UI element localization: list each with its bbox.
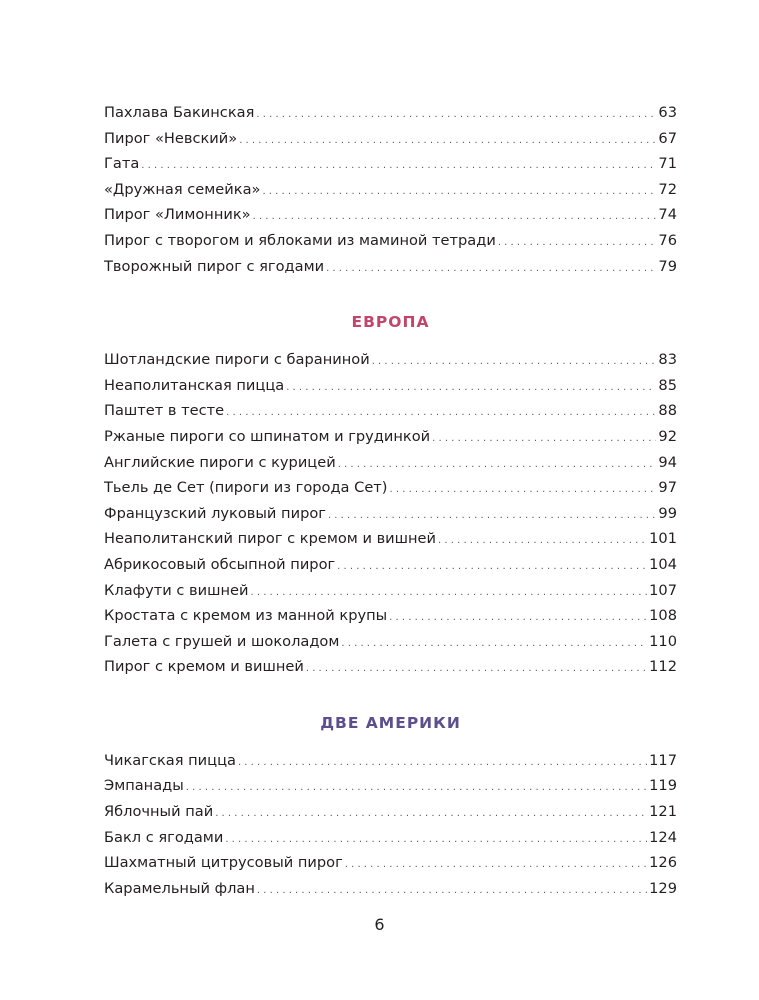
dot-leader	[262, 179, 656, 203]
entry-page: 74	[658, 206, 677, 224]
entry-page: 121	[649, 803, 677, 821]
toc-entry[interactable]	[104, 799, 677, 825]
entry-page: 97	[658, 479, 677, 497]
toc-entry[interactable]	[104, 654, 677, 680]
entry-page: 129	[649, 879, 677, 897]
entry-page: 88	[658, 402, 677, 420]
toc-entry[interactable]	[104, 100, 677, 126]
section-europe	[104, 347, 677, 680]
dot-leader	[226, 400, 656, 424]
dot-leader	[239, 128, 656, 152]
entry-title: Творожный пирог с ягодами	[104, 257, 325, 275]
entry-title: Неаполитанский пирог с кремом и вишней	[104, 530, 437, 548]
toc-entry[interactable]	[104, 398, 677, 424]
section-americas	[104, 748, 677, 902]
entry-page: 79	[658, 257, 677, 275]
toc-entry[interactable]	[104, 876, 677, 902]
entry-page: 71	[658, 155, 677, 173]
toc-entry[interactable]	[104, 126, 677, 152]
dot-leader	[256, 102, 656, 126]
dot-leader	[498, 230, 657, 254]
dot-leader	[341, 631, 647, 655]
dot-leader	[257, 878, 647, 902]
entry-page: 72	[658, 180, 677, 198]
entry-title: Кростата с кремом из манной крупы	[104, 607, 388, 625]
toc-entry[interactable]	[104, 773, 677, 799]
toc-entry[interactable]	[104, 850, 677, 876]
entry-page: 126	[649, 854, 677, 872]
dot-leader	[337, 554, 647, 578]
toc-entry[interactable]	[104, 629, 677, 655]
entry-title: Шотландские пироги с бараниной	[104, 351, 370, 369]
entry-title: Английские пироги с курицей	[104, 453, 336, 471]
toc-entry[interactable]	[104, 177, 677, 203]
entry-title: Галета с грушей и шоколадом	[104, 632, 340, 650]
entry-page: 124	[649, 828, 677, 846]
entry-page: 92	[658, 427, 677, 445]
dot-leader	[328, 503, 656, 527]
entry-page: 63	[658, 104, 677, 121]
entry-title: Яблочный пай	[104, 803, 214, 821]
toc-entry[interactable]	[104, 347, 677, 373]
entry-title: Пирог с творогом и яблоками из маминой тетради	[104, 231, 496, 249]
entry-title: Паштет в тесте	[104, 402, 225, 420]
dot-leader	[345, 852, 647, 876]
dot-leader	[225, 827, 647, 851]
entry-page: 101	[649, 530, 677, 548]
toc-entry[interactable]	[104, 748, 677, 774]
entry-title: Чикагская пицца	[104, 751, 236, 769]
toc-entry[interactable]	[104, 578, 677, 604]
dot-leader	[215, 801, 647, 825]
dot-leader	[238, 750, 647, 774]
entry-page: 107	[649, 581, 677, 599]
entry-title: Бакл с ягодами	[104, 828, 224, 846]
entry-title: Абрикосовый обсыпной пирог	[104, 555, 336, 573]
dot-leader	[372, 349, 657, 373]
entry-page: 112	[649, 658, 677, 676]
table-of-contents	[104, 100, 677, 901]
dot-leader	[389, 605, 647, 629]
toc-entry[interactable]	[104, 526, 677, 552]
entry-page: 110	[649, 632, 677, 650]
entry-page: 83	[658, 351, 677, 369]
entry-title: Пирог «Лимонник»	[104, 206, 251, 224]
toc-entry[interactable]	[104, 228, 677, 254]
toc-entry[interactable]	[104, 552, 677, 578]
toc-entry[interactable]	[104, 202, 677, 228]
entry-page: 85	[658, 376, 677, 394]
entry-title: Гата	[104, 155, 140, 173]
dot-leader	[186, 775, 647, 799]
toc-entry[interactable]	[104, 424, 677, 450]
toc-entry[interactable]	[104, 825, 677, 851]
toc-entry[interactable]	[104, 373, 677, 399]
toc-entry[interactable]	[104, 501, 677, 527]
entry-title: Пахлава Бакинская	[104, 104, 255, 121]
toc-entry[interactable]	[104, 603, 677, 629]
entry-page: 94	[658, 453, 677, 471]
entry-title: Карамельный флан	[104, 879, 255, 897]
dot-leader	[286, 375, 656, 399]
dot-leader	[326, 256, 656, 280]
entry-title: Пирог «Невский»	[104, 129, 238, 147]
dot-leader	[253, 204, 657, 228]
dot-leader	[250, 580, 647, 604]
dot-leader	[306, 656, 647, 680]
section-heading-europe: ЕВРОПА	[351, 313, 430, 332]
dot-leader	[338, 452, 657, 476]
dot-leader	[390, 477, 657, 501]
entry-title: Шахматный цитрусовый пирог	[104, 854, 343, 872]
entry-title: Тьель де Сет (пироги из города Сет)	[104, 479, 388, 497]
entry-page: 117	[649, 751, 677, 769]
section-continued	[104, 100, 677, 279]
entry-title: Неаполитанская пицца	[104, 376, 285, 394]
entry-page: 76	[658, 231, 677, 249]
toc-entry[interactable]	[104, 475, 677, 501]
entry-page: 67	[658, 129, 677, 147]
entry-page: 119	[649, 777, 677, 795]
entry-title: Ржаные пироги со шпинатом и грудинкой	[104, 427, 431, 445]
entry-title: Клафути с вишней	[104, 581, 249, 599]
toc-entry[interactable]	[104, 450, 677, 476]
entry-page: 108	[649, 607, 677, 625]
entry-title: «Дружная семейка»	[104, 180, 261, 198]
dot-leader	[141, 153, 656, 177]
entry-page: 104	[649, 555, 677, 573]
entry-title: Французский луковый пирог	[104, 504, 326, 522]
section-heading-americas: ДВЕ АМЕРИКИ	[320, 713, 461, 732]
toc-entry[interactable]	[104, 254, 677, 280]
dot-leader	[438, 528, 647, 552]
toc-entry[interactable]	[104, 151, 677, 177]
page-number: 6	[374, 915, 385, 934]
dot-leader	[432, 426, 656, 450]
entry-title: Пирог с кремом и вишней	[104, 658, 304, 676]
entry-page: 99	[658, 504, 677, 522]
entry-title: Эмпанады	[104, 777, 184, 795]
